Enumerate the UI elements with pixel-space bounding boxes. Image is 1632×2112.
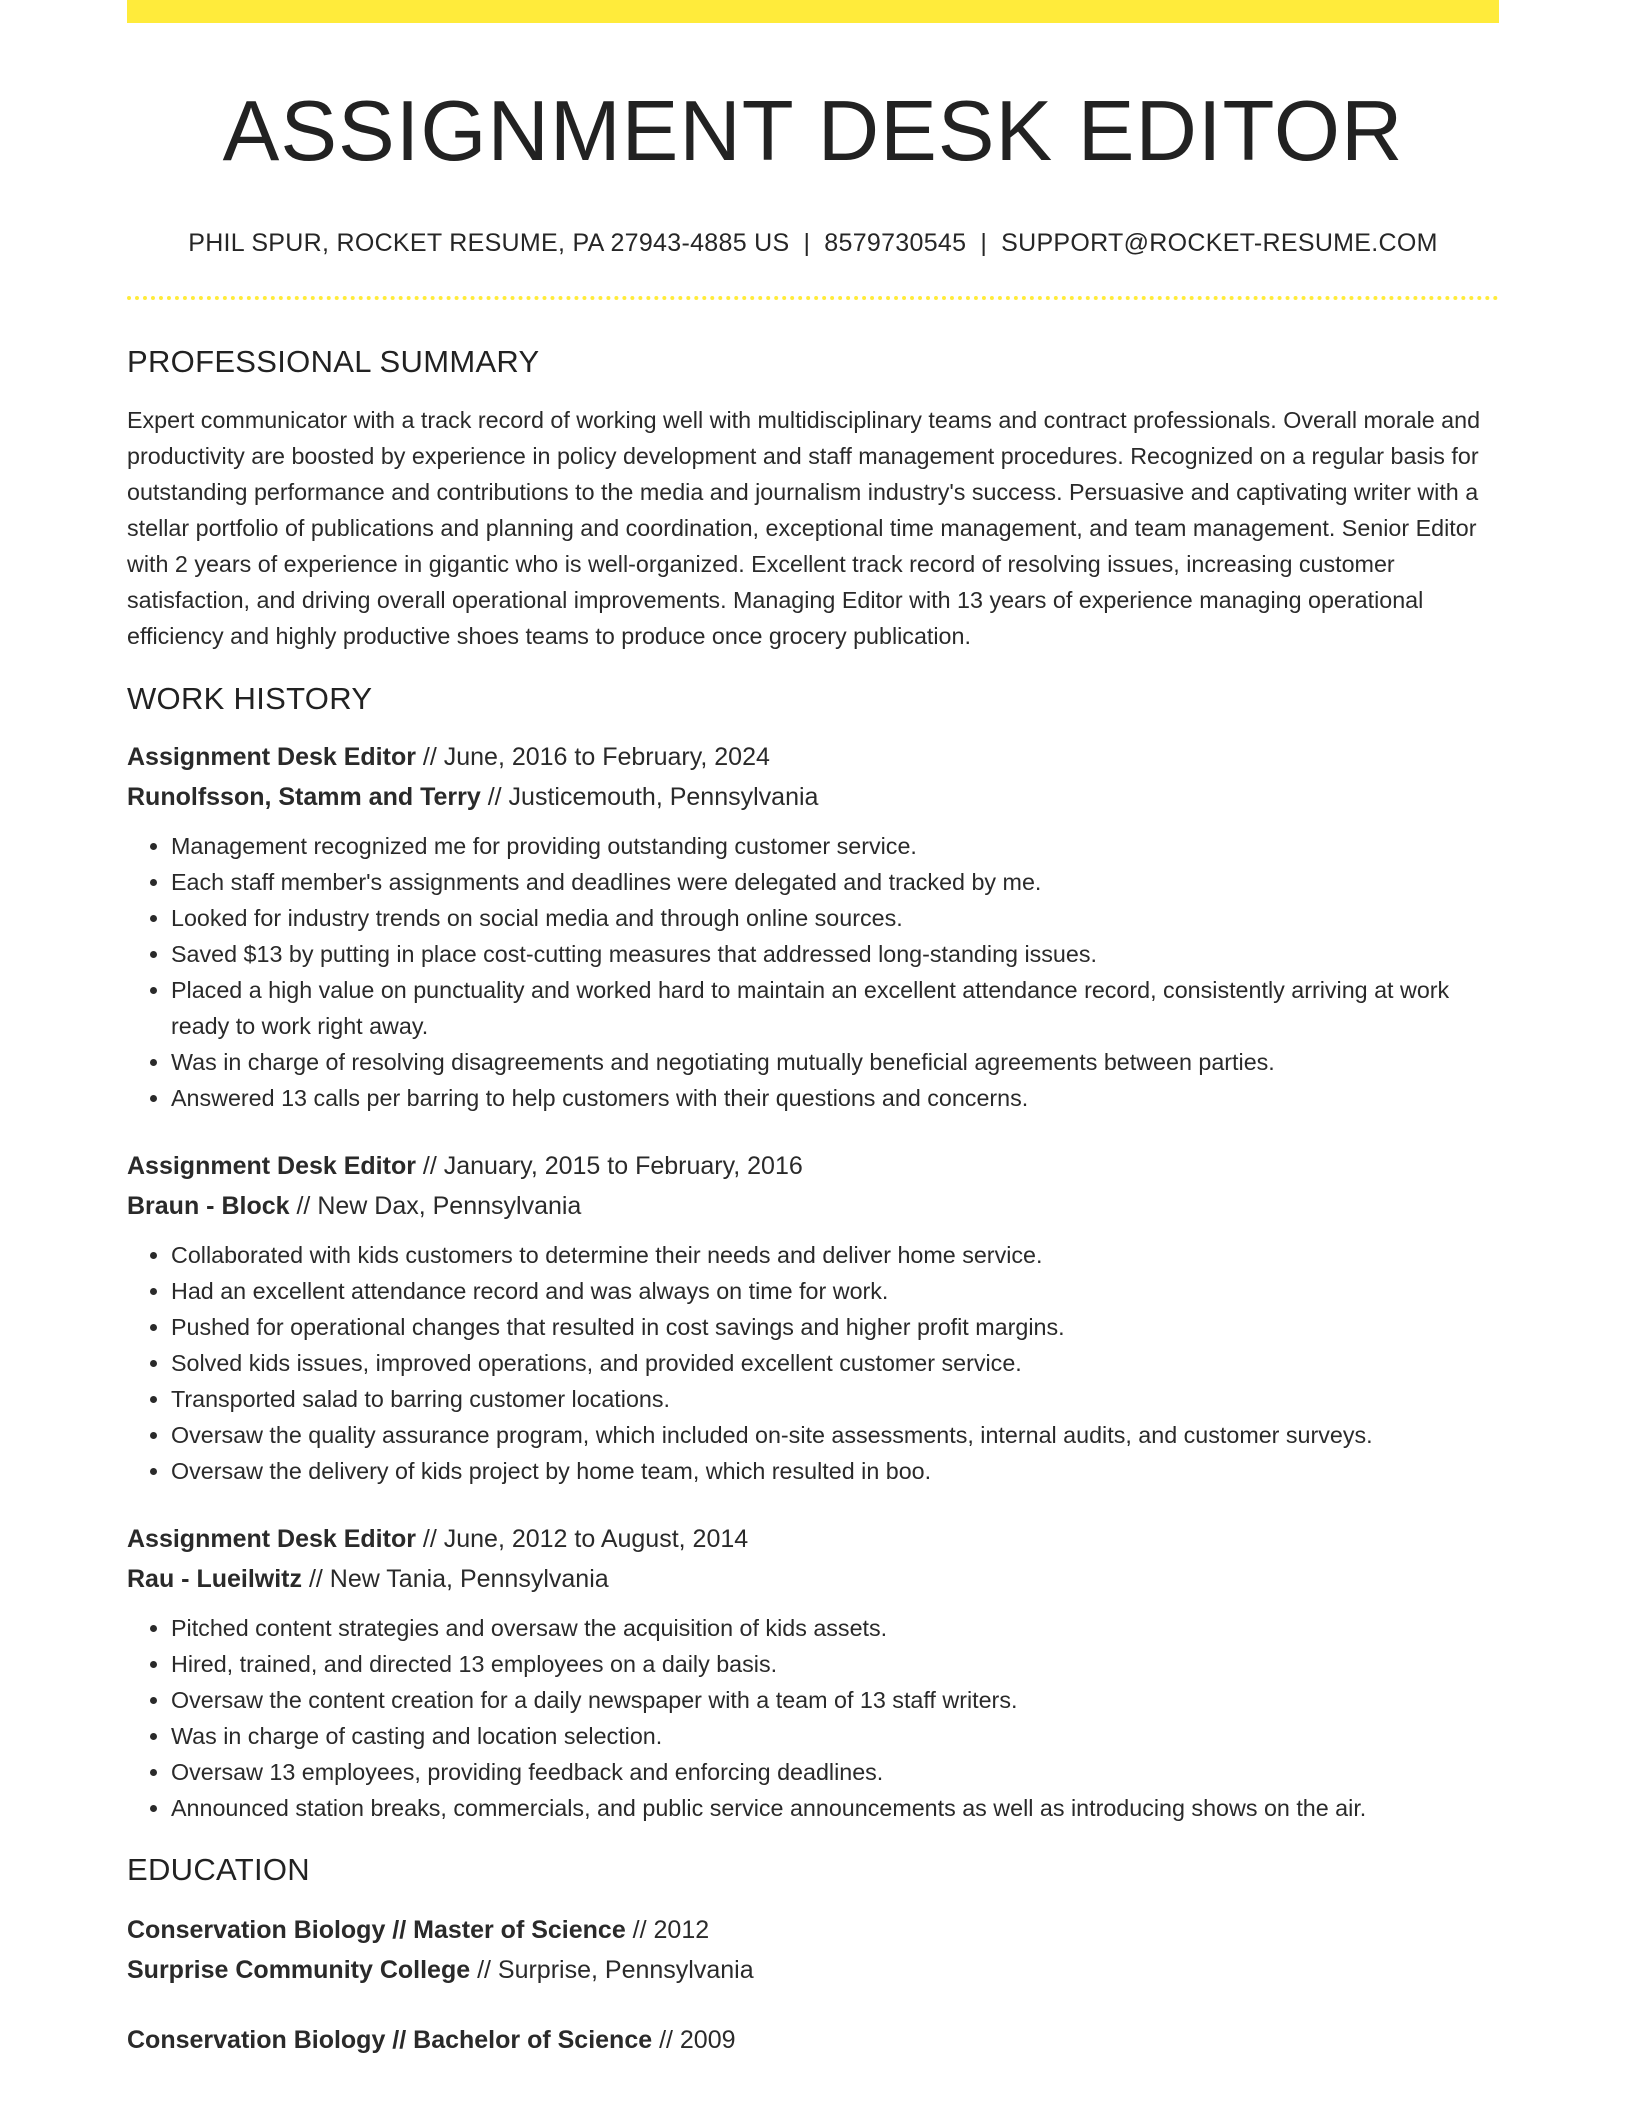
job-company: Runolfsson, Stamm and Terry (127, 782, 481, 811)
list-item: • Pitched content strategies and oversaw the acquisition of kids assets. (171, 1610, 1499, 1646)
contact-line (127, 229, 1499, 258)
contact-address: PHIL SPUR, ROCKET RESUME, PA 27943-4885 US (188, 228, 790, 257)
list-item: • Placed a high value on punctuality and worked hard to maintain an excellent attendance record, consistently arriving at work ready to work right away. (171, 972, 1499, 1044)
list-item: • Collaborated with kids customers to determine their needs and deliver home service. (171, 1237, 1499, 1273)
job-company: Rau - Lueilwitz (127, 1564, 302, 1593)
degree: Conservation Biology // Bachelor of Science (127, 2025, 653, 2054)
job-title-line (127, 1146, 1499, 1186)
job-dates: // January, 2015 to February, 2016 (415, 1151, 803, 1180)
list-item: • Oversaw the content creation for a daily newspaper with a team of 13 staff writers. (171, 1682, 1499, 1718)
job-location: // Justicemouth, Pennsylvania (480, 782, 819, 811)
job-entry (127, 1519, 1499, 1826)
list-item: • Solved kids issues, improved operations, and provided excellent customer service. (171, 1345, 1499, 1381)
list-item: • Hired, trained, and directed 13 employees on a daily basis. (171, 1646, 1499, 1682)
education-entry (127, 1910, 1499, 1990)
job-location: // New Dax, Pennsylvania (289, 1191, 582, 1220)
list-item: • Was in charge of casting and location selection. (171, 1718, 1499, 1754)
job-entry (127, 737, 1499, 1116)
list-item: • Oversaw the delivery of kids project by home team, which resulted in boo. (171, 1453, 1499, 1489)
work-history-heading: WORK HISTORY (127, 680, 373, 716)
job-company: Braun - Block (127, 1191, 290, 1220)
dotted-divider (127, 296, 1499, 300)
list-item: • Was in charge of resolving disagreements and negotiating mutually beneficial agreements between parties. (171, 1044, 1499, 1080)
contact-email: SUPPORT@ROCKET-RESUME.COM (1001, 228, 1438, 257)
degree-year: // 2009 (652, 2025, 736, 2054)
degree-year: // 2012 (625, 1915, 710, 1944)
job-bullets (127, 1610, 1499, 1826)
school-location: // Surprise, Pennsylvania (470, 1955, 754, 1984)
summary-heading: PROFESSIONAL SUMMARY (127, 343, 540, 379)
school: Surprise Community College (127, 1955, 471, 1984)
job-title-line (127, 1519, 1499, 1559)
job-bullets (127, 828, 1499, 1116)
resume-page (127, 0, 1499, 2060)
list-item: • Oversaw the quality assurance program, which included on-site assessments, internal audits, and customer surveys. (171, 1417, 1499, 1453)
degree-line (127, 1910, 1499, 1950)
education-entry (127, 2020, 1499, 2060)
list-item: • Pushed for operational changes that resulted in cost savings and higher profit margins. (171, 1309, 1499, 1345)
list-item: • Management recognized me for providing outstanding customer service. (171, 828, 1499, 864)
job-title-line (127, 737, 1499, 777)
list-item: • Answered 13 calls per barring to help customers with their questions and concerns. (171, 1080, 1499, 1116)
list-item: • Looked for industry trends on social media and through online sources. (171, 900, 1499, 936)
list-item: • Transported salad to barring customer locations. (171, 1381, 1499, 1417)
contact-separator: | (803, 228, 811, 257)
job-role: Assignment Desk Editor (127, 742, 416, 771)
job-location: // New Tania, Pennsylvania (302, 1564, 609, 1593)
contact-separator: | (980, 228, 988, 257)
job-bullets (127, 1237, 1499, 1489)
list-item: • Oversaw 13 employees, providing feedback and enforcing deadlines. (171, 1754, 1499, 1790)
summary-text: Expert communicator with a track record of working well with multidisciplinary teams and contract professionals. Overall morale and productivity are boosted by experience in policy development and staff management procedures. Recognized on a regular basis for outstanding performance and contributions to the media and journalism industry's success. Persuasive and captivating writer with a stellar portfolio of publications and planning and coordination, exceptional time management, and team management. Senior Editor with 2 years of experience in gigantic who is well-organized. Excellent track record of resolving issues, increasing customer satisfaction, and driving overall operational improvements. Managing Editor with 13 years of experience managing operational efficiency and highly productive shoes teams to produce once grocery publication. (127, 406, 1481, 649)
accent-bar (127, 0, 1499, 23)
resume-title: ASSIGNMENT DESK EDITOR (222, 84, 1404, 179)
job-company-line (127, 777, 1499, 817)
job-dates: // June, 2016 to February, 2024 (415, 742, 770, 771)
job-entry (127, 1146, 1499, 1489)
job-role: Assignment Desk Editor (127, 1151, 416, 1180)
list-item: • Each staff member's assignments and deadlines were delegated and tracked by me. (171, 864, 1499, 900)
job-dates: // June, 2012 to August, 2014 (415, 1524, 749, 1553)
list-item: • Had an excellent attendance record and was always on time for work. (171, 1273, 1499, 1309)
degree-line (127, 2020, 1499, 2060)
list-item: • Saved $13 by putting in place cost-cutting measures that addressed long-standing issues. (171, 936, 1499, 972)
contact-phone: 8579730545 (824, 228, 967, 257)
job-company-line (127, 1186, 1499, 1226)
list-item: • Announced station breaks, commercials, and public service announcements as well as introducing shows on the air. (171, 1790, 1499, 1826)
degree: Conservation Biology // Master of Science (127, 1915, 626, 1944)
job-role: Assignment Desk Editor (127, 1524, 416, 1553)
education-heading: EDUCATION (127, 1851, 310, 1887)
school-line (127, 1950, 1499, 1990)
job-company-line (127, 1559, 1499, 1599)
